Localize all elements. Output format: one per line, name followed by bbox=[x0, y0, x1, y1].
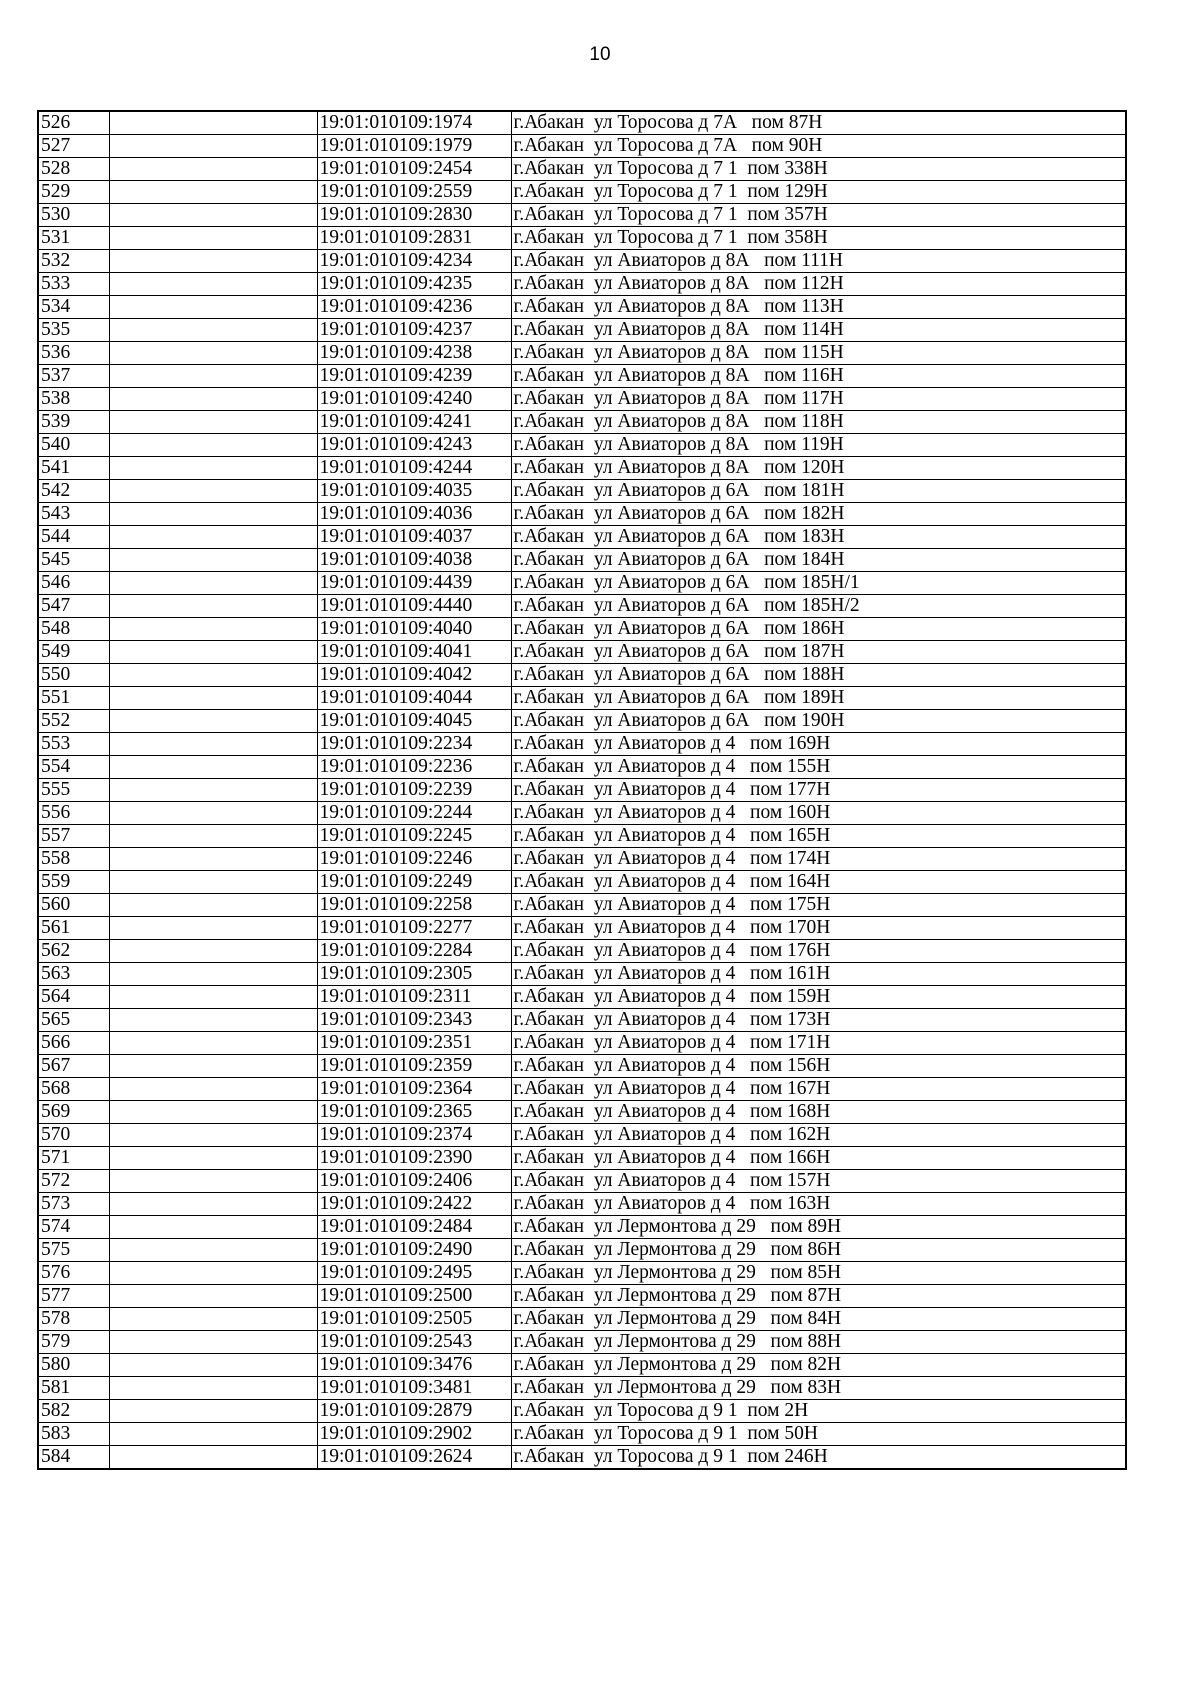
address-cell: г.Абакан ул Авиаторов д 4 пом 171Н bbox=[511, 1032, 1126, 1055]
row-number-cell: 552 bbox=[38, 710, 109, 733]
address-cell: г.Абакан ул Лермонтова д 29 пом 86Н bbox=[511, 1239, 1126, 1262]
cadastral-number-cell: 19:01:010109:2422 bbox=[317, 1193, 511, 1216]
table-row bbox=[38, 503, 1126, 526]
row-number-cell: 584 bbox=[38, 1446, 109, 1470]
cadastral-number-cell: 19:01:010109:4234 bbox=[317, 250, 511, 273]
empty-cell bbox=[109, 1170, 317, 1193]
row-number-cell: 543 bbox=[38, 503, 109, 526]
address-cell: г.Абакан ул Авиаторов д 8А пом 118Н bbox=[511, 411, 1126, 434]
empty-cell bbox=[109, 848, 317, 871]
cadastral-number-cell: 19:01:010109:4038 bbox=[317, 549, 511, 572]
table-row bbox=[38, 1147, 1126, 1170]
row-number-cell: 564 bbox=[38, 986, 109, 1009]
table-row bbox=[38, 825, 1126, 848]
cadastral-number-cell: 19:01:010109:2305 bbox=[317, 963, 511, 986]
empty-cell bbox=[109, 894, 317, 917]
table-row bbox=[38, 296, 1126, 319]
address-cell: г.Абакан ул Лермонтова д 29 пом 85Н bbox=[511, 1262, 1126, 1285]
address-cell: г.Абакан ул Авиаторов д 6А пом 188Н bbox=[511, 664, 1126, 687]
row-number-cell: 581 bbox=[38, 1377, 109, 1400]
table-row bbox=[38, 1193, 1126, 1216]
table-row bbox=[38, 1009, 1126, 1032]
table-row bbox=[38, 342, 1126, 365]
table-row bbox=[38, 710, 1126, 733]
address-cell: г.Абакан ул Торосова д 7 1 пом 358Н bbox=[511, 227, 1126, 250]
empty-cell bbox=[109, 296, 317, 319]
cadastral-number-cell: 19:01:010109:4040 bbox=[317, 618, 511, 641]
property-registry-table bbox=[37, 110, 1127, 1470]
empty-cell bbox=[109, 204, 317, 227]
empty-cell bbox=[109, 595, 317, 618]
cadastral-number-cell: 19:01:010109:2277 bbox=[317, 917, 511, 940]
address-cell: г.Абакан ул Лермонтова д 29 пом 83Н bbox=[511, 1377, 1126, 1400]
address-cell: г.Абакан ул Авиаторов д 4 пом 159Н bbox=[511, 986, 1126, 1009]
row-number-cell: 539 bbox=[38, 411, 109, 434]
empty-cell bbox=[109, 158, 317, 181]
cadastral-number-cell: 19:01:010109:2239 bbox=[317, 779, 511, 802]
cadastral-number-cell: 19:01:010109:2624 bbox=[317, 1446, 511, 1470]
empty-cell bbox=[109, 111, 317, 135]
cadastral-number-cell: 19:01:010109:2365 bbox=[317, 1101, 511, 1124]
row-number-cell: 569 bbox=[38, 1101, 109, 1124]
row-number-cell: 534 bbox=[38, 296, 109, 319]
empty-cell bbox=[109, 1147, 317, 1170]
address-cell: г.Абакан ул Лермонтова д 29 пом 88Н bbox=[511, 1331, 1126, 1354]
row-number-cell: 551 bbox=[38, 687, 109, 710]
empty-cell bbox=[109, 1354, 317, 1377]
empty-cell bbox=[109, 572, 317, 595]
empty-cell bbox=[109, 687, 317, 710]
empty-cell bbox=[109, 319, 317, 342]
empty-cell bbox=[109, 549, 317, 572]
row-number-cell: 577 bbox=[38, 1285, 109, 1308]
row-number-cell: 560 bbox=[38, 894, 109, 917]
table-row bbox=[38, 549, 1126, 572]
row-number-cell: 540 bbox=[38, 434, 109, 457]
empty-cell bbox=[109, 963, 317, 986]
address-cell: г.Абакан ул Торосова д 7 1 пом 357Н bbox=[511, 204, 1126, 227]
table-row bbox=[38, 204, 1126, 227]
address-cell: г.Абакан ул Авиаторов д 4 пом 156Н bbox=[511, 1055, 1126, 1078]
address-cell: г.Абакан ул Авиаторов д 4 пом 173Н bbox=[511, 1009, 1126, 1032]
row-number-cell: 568 bbox=[38, 1078, 109, 1101]
row-number-cell: 547 bbox=[38, 595, 109, 618]
row-number-cell: 528 bbox=[38, 158, 109, 181]
address-cell: г.Абакан ул Авиаторов д 6А пом 182Н bbox=[511, 503, 1126, 526]
table-row bbox=[38, 779, 1126, 802]
table-row bbox=[38, 871, 1126, 894]
table-row bbox=[38, 894, 1126, 917]
address-cell: г.Абакан ул Авиаторов д 4 пом 163Н bbox=[511, 1193, 1126, 1216]
empty-cell bbox=[109, 756, 317, 779]
address-cell: г.Абакан ул Авиаторов д 4 пом 170Н bbox=[511, 917, 1126, 940]
row-number-cell: 555 bbox=[38, 779, 109, 802]
row-number-cell: 563 bbox=[38, 963, 109, 986]
cadastral-number-cell: 19:01:010109:2236 bbox=[317, 756, 511, 779]
address-cell: г.Абакан ул Торосова д 9 1 пом 246Н bbox=[511, 1446, 1126, 1470]
row-number-cell: 537 bbox=[38, 365, 109, 388]
row-number-cell: 583 bbox=[38, 1423, 109, 1446]
empty-cell bbox=[109, 250, 317, 273]
cadastral-number-cell: 19:01:010109:4042 bbox=[317, 664, 511, 687]
address-cell: г.Абакан ул Авиаторов д 6А пом 190Н bbox=[511, 710, 1126, 733]
cadastral-number-cell: 19:01:010109:2454 bbox=[317, 158, 511, 181]
cadastral-number-cell: 19:01:010109:2390 bbox=[317, 1147, 511, 1170]
address-cell: г.Абакан ул Авиаторов д 4 пом 165Н bbox=[511, 825, 1126, 848]
row-number-cell: 538 bbox=[38, 388, 109, 411]
row-number-cell: 553 bbox=[38, 733, 109, 756]
address-cell: г.Абакан ул Авиаторов д 6А пом 186Н bbox=[511, 618, 1126, 641]
cadastral-number-cell: 19:01:010109:2831 bbox=[317, 227, 511, 250]
address-cell: г.Абакан ул Авиаторов д 8А пом 111Н bbox=[511, 250, 1126, 273]
cadastral-number-cell: 19:01:010109:2495 bbox=[317, 1262, 511, 1285]
empty-cell bbox=[109, 710, 317, 733]
row-number-cell: 566 bbox=[38, 1032, 109, 1055]
table-row bbox=[38, 641, 1126, 664]
empty-cell bbox=[109, 825, 317, 848]
row-number-cell: 570 bbox=[38, 1124, 109, 1147]
address-cell: г.Абакан ул Торосова д 9 1 пом 50Н bbox=[511, 1423, 1126, 1446]
cadastral-number-cell: 19:01:010109:2543 bbox=[317, 1331, 511, 1354]
row-number-cell: 550 bbox=[38, 664, 109, 687]
empty-cell bbox=[109, 1377, 317, 1400]
table-row bbox=[38, 250, 1126, 273]
address-cell: г.Абакан ул Авиаторов д 4 пом 175Н bbox=[511, 894, 1126, 917]
cadastral-number-cell: 19:01:010109:4235 bbox=[317, 273, 511, 296]
row-number-cell: 558 bbox=[38, 848, 109, 871]
table-row bbox=[38, 595, 1126, 618]
address-cell: г.Абакан ул Авиаторов д 6А пом 185Н/2 bbox=[511, 595, 1126, 618]
row-number-cell: 576 bbox=[38, 1262, 109, 1285]
cadastral-number-cell: 19:01:010109:4036 bbox=[317, 503, 511, 526]
row-number-cell: 531 bbox=[38, 227, 109, 250]
address-cell: г.Абакан ул Авиаторов д 4 пом 176Н bbox=[511, 940, 1126, 963]
address-cell: г.Абакан ул Авиаторов д 8А пом 120Н bbox=[511, 457, 1126, 480]
table-row bbox=[38, 1423, 1126, 1446]
cadastral-number-cell: 19:01:010109:4243 bbox=[317, 434, 511, 457]
cadastral-number-cell: 19:01:010109:2258 bbox=[317, 894, 511, 917]
row-number-cell: 554 bbox=[38, 756, 109, 779]
cadastral-number-cell: 19:01:010109:4440 bbox=[317, 595, 511, 618]
empty-cell bbox=[109, 940, 317, 963]
cadastral-number-cell: 19:01:010109:2484 bbox=[317, 1216, 511, 1239]
row-number-cell: 571 bbox=[38, 1147, 109, 1170]
cadastral-number-cell: 19:01:010109:4240 bbox=[317, 388, 511, 411]
cadastral-number-cell: 19:01:010109:2559 bbox=[317, 181, 511, 204]
table-row bbox=[38, 1032, 1126, 1055]
table-row bbox=[38, 848, 1126, 871]
cadastral-number-cell: 19:01:010109:4041 bbox=[317, 641, 511, 664]
cadastral-number-cell: 19:01:010109:4037 bbox=[317, 526, 511, 549]
empty-cell bbox=[109, 273, 317, 296]
address-cell: г.Абакан ул Авиаторов д 6А пом 189Н bbox=[511, 687, 1126, 710]
address-cell: г.Абакан ул Лермонтова д 29 пом 84Н bbox=[511, 1308, 1126, 1331]
empty-cell bbox=[109, 779, 317, 802]
row-number-cell: 561 bbox=[38, 917, 109, 940]
row-number-cell: 562 bbox=[38, 940, 109, 963]
row-number-cell: 548 bbox=[38, 618, 109, 641]
table-row bbox=[38, 1308, 1126, 1331]
empty-cell bbox=[109, 1262, 317, 1285]
address-cell: г.Абакан ул Авиаторов д 6А пом 181Н bbox=[511, 480, 1126, 503]
address-cell: г.Абакан ул Торосова д 7А пом 87Н bbox=[511, 111, 1126, 135]
cadastral-number-cell: 19:01:010109:2359 bbox=[317, 1055, 511, 1078]
table-row bbox=[38, 526, 1126, 549]
table-row bbox=[38, 227, 1126, 250]
cadastral-number-cell: 19:01:010109:2284 bbox=[317, 940, 511, 963]
table-row bbox=[38, 1285, 1126, 1308]
cadastral-number-cell: 19:01:010109:4244 bbox=[317, 457, 511, 480]
row-number-cell: 545 bbox=[38, 549, 109, 572]
table-row bbox=[38, 365, 1126, 388]
address-cell: г.Абакан ул Авиаторов д 4 пом 157Н bbox=[511, 1170, 1126, 1193]
table-row bbox=[38, 1239, 1126, 1262]
table-row bbox=[38, 572, 1126, 595]
row-number-cell: 579 bbox=[38, 1331, 109, 1354]
table-row bbox=[38, 1377, 1126, 1400]
table-row bbox=[38, 135, 1126, 158]
empty-cell bbox=[109, 1423, 317, 1446]
empty-cell bbox=[109, 1055, 317, 1078]
address-cell: г.Абакан ул Авиаторов д 6А пом 183Н bbox=[511, 526, 1126, 549]
empty-cell bbox=[109, 1078, 317, 1101]
table-row bbox=[38, 181, 1126, 204]
row-number-cell: 544 bbox=[38, 526, 109, 549]
table-row bbox=[38, 388, 1126, 411]
address-cell: г.Абакан ул Торосова д 7А пом 90Н bbox=[511, 135, 1126, 158]
empty-cell bbox=[109, 1308, 317, 1331]
cadastral-number-cell: 19:01:010109:4439 bbox=[317, 572, 511, 595]
empty-cell bbox=[109, 1216, 317, 1239]
address-cell: г.Абакан ул Авиаторов д 8А пом 116Н bbox=[511, 365, 1126, 388]
empty-cell bbox=[109, 388, 317, 411]
empty-cell bbox=[109, 526, 317, 549]
table-row bbox=[38, 1101, 1126, 1124]
empty-cell bbox=[109, 434, 317, 457]
empty-cell bbox=[109, 871, 317, 894]
address-cell: г.Абакан ул Авиаторов д 4 пом 167Н bbox=[511, 1078, 1126, 1101]
address-cell: г.Абакан ул Торосова д 7 1 пом 338Н bbox=[511, 158, 1126, 181]
cadastral-number-cell: 19:01:010109:4045 bbox=[317, 710, 511, 733]
table-row bbox=[38, 1078, 1126, 1101]
cadastral-number-cell: 19:01:010109:2374 bbox=[317, 1124, 511, 1147]
row-number-cell: 565 bbox=[38, 1009, 109, 1032]
empty-cell bbox=[109, 1124, 317, 1147]
cadastral-number-cell: 19:01:010109:4044 bbox=[317, 687, 511, 710]
empty-cell bbox=[109, 480, 317, 503]
cadastral-number-cell: 19:01:010109:1979 bbox=[317, 135, 511, 158]
row-number-cell: 578 bbox=[38, 1308, 109, 1331]
row-number-cell: 574 bbox=[38, 1216, 109, 1239]
address-cell: г.Абакан ул Авиаторов д 4 пом 168Н bbox=[511, 1101, 1126, 1124]
row-number-cell: 567 bbox=[38, 1055, 109, 1078]
empty-cell bbox=[109, 986, 317, 1009]
address-cell: г.Абакан ул Торосова д 9 1 пом 2Н bbox=[511, 1400, 1126, 1423]
cadastral-number-cell: 19:01:010109:2500 bbox=[317, 1285, 511, 1308]
row-number-cell: 527 bbox=[38, 135, 109, 158]
empty-cell bbox=[109, 1285, 317, 1308]
cadastral-number-cell: 19:01:010109:2234 bbox=[317, 733, 511, 756]
table-row bbox=[38, 1124, 1126, 1147]
address-cell: г.Абакан ул Авиаторов д 8А пом 119Н bbox=[511, 434, 1126, 457]
row-number-cell: 572 bbox=[38, 1170, 109, 1193]
empty-cell bbox=[109, 135, 317, 158]
empty-cell bbox=[109, 342, 317, 365]
table-row bbox=[38, 802, 1126, 825]
empty-cell bbox=[109, 1446, 317, 1470]
table-row bbox=[38, 111, 1126, 135]
cadastral-number-cell: 19:01:010109:2406 bbox=[317, 1170, 511, 1193]
table-row bbox=[38, 158, 1126, 181]
address-cell: г.Абакан ул Лермонтова д 29 пом 82Н bbox=[511, 1354, 1126, 1377]
cadastral-number-cell: 19:01:010109:1974 bbox=[317, 111, 511, 135]
table-row bbox=[38, 733, 1126, 756]
empty-cell bbox=[109, 1101, 317, 1124]
row-number-cell: 573 bbox=[38, 1193, 109, 1216]
empty-cell bbox=[109, 1331, 317, 1354]
empty-cell bbox=[109, 1032, 317, 1055]
cadastral-number-cell: 19:01:010109:2245 bbox=[317, 825, 511, 848]
table-row bbox=[38, 1354, 1126, 1377]
row-number-cell: 541 bbox=[38, 457, 109, 480]
cadastral-number-cell: 19:01:010109:2351 bbox=[317, 1032, 511, 1055]
address-cell: г.Абакан ул Авиаторов д 4 пом 177Н bbox=[511, 779, 1126, 802]
address-cell: г.Абакан ул Авиаторов д 4 пом 164Н bbox=[511, 871, 1126, 894]
table-row bbox=[38, 687, 1126, 710]
address-cell: г.Абакан ул Авиаторов д 4 пом 160Н bbox=[511, 802, 1126, 825]
empty-cell bbox=[109, 411, 317, 434]
table-row bbox=[38, 457, 1126, 480]
cadastral-number-cell: 19:01:010109:2902 bbox=[317, 1423, 511, 1446]
empty-cell bbox=[109, 618, 317, 641]
address-cell: г.Абакан ул Авиаторов д 4 пом 162Н bbox=[511, 1124, 1126, 1147]
cadastral-number-cell: 19:01:010109:2249 bbox=[317, 871, 511, 894]
empty-cell bbox=[109, 227, 317, 250]
table-row bbox=[38, 411, 1126, 434]
row-number-cell: 549 bbox=[38, 641, 109, 664]
row-number-cell: 536 bbox=[38, 342, 109, 365]
row-number-cell: 530 bbox=[38, 204, 109, 227]
address-cell: г.Абакан ул Авиаторов д 8А пом 113Н bbox=[511, 296, 1126, 319]
row-number-cell: 535 bbox=[38, 319, 109, 342]
address-cell: г.Абакан ул Лермонтова д 29 пом 89Н bbox=[511, 1216, 1126, 1239]
table-row bbox=[38, 940, 1126, 963]
table-row bbox=[38, 917, 1126, 940]
empty-cell bbox=[109, 917, 317, 940]
cadastral-number-cell: 19:01:010109:3476 bbox=[317, 1354, 511, 1377]
cadastral-number-cell: 19:01:010109:2490 bbox=[317, 1239, 511, 1262]
empty-cell bbox=[109, 1193, 317, 1216]
cadastral-number-cell: 19:01:010109:4241 bbox=[317, 411, 511, 434]
empty-cell bbox=[109, 641, 317, 664]
table-row bbox=[38, 1262, 1126, 1285]
address-cell: г.Абакан ул Авиаторов д 6А пом 185Н/1 bbox=[511, 572, 1126, 595]
table-row bbox=[38, 986, 1126, 1009]
row-number-cell: 526 bbox=[38, 111, 109, 135]
address-cell: г.Абакан ул Авиаторов д 8А пом 117Н bbox=[511, 388, 1126, 411]
empty-cell bbox=[109, 664, 317, 687]
row-number-cell: 529 bbox=[38, 181, 109, 204]
address-cell: г.Абакан ул Авиаторов д 8А пом 115Н bbox=[511, 342, 1126, 365]
address-cell: г.Абакан ул Торосова д 7 1 пом 129Н bbox=[511, 181, 1126, 204]
row-number-cell: 546 bbox=[38, 572, 109, 595]
table-row bbox=[38, 319, 1126, 342]
registry-table-body bbox=[38, 111, 1126, 1469]
table-row bbox=[38, 1170, 1126, 1193]
address-cell: г.Абакан ул Авиаторов д 8А пом 114Н bbox=[511, 319, 1126, 342]
table-row bbox=[38, 1331, 1126, 1354]
cadastral-number-cell: 19:01:010109:3481 bbox=[317, 1377, 511, 1400]
cadastral-number-cell: 19:01:010109:2364 bbox=[317, 1078, 511, 1101]
row-number-cell: 557 bbox=[38, 825, 109, 848]
empty-cell bbox=[109, 1009, 317, 1032]
table-row bbox=[38, 1400, 1126, 1423]
row-number-cell: 542 bbox=[38, 480, 109, 503]
empty-cell bbox=[109, 733, 317, 756]
cadastral-number-cell: 19:01:010109:2505 bbox=[317, 1308, 511, 1331]
table-row bbox=[38, 664, 1126, 687]
cadastral-number-cell: 19:01:010109:2244 bbox=[317, 802, 511, 825]
cadastral-number-cell: 19:01:010109:4237 bbox=[317, 319, 511, 342]
empty-cell bbox=[109, 802, 317, 825]
address-cell: г.Абакан ул Авиаторов д 4 пом 155Н bbox=[511, 756, 1126, 779]
table-row bbox=[38, 963, 1126, 986]
address-cell: г.Абакан ул Авиаторов д 4 пом 161Н bbox=[511, 963, 1126, 986]
cadastral-number-cell: 19:01:010109:4236 bbox=[317, 296, 511, 319]
table-row bbox=[38, 1216, 1126, 1239]
table-row bbox=[38, 618, 1126, 641]
empty-cell bbox=[109, 365, 317, 388]
row-number-cell: 533 bbox=[38, 273, 109, 296]
cadastral-number-cell: 19:01:010109:2343 bbox=[317, 1009, 511, 1032]
address-cell: г.Абакан ул Лермонтова д 29 пом 87Н bbox=[511, 1285, 1126, 1308]
empty-cell bbox=[109, 1239, 317, 1262]
address-cell: г.Абакан ул Авиаторов д 4 пом 174Н bbox=[511, 848, 1126, 871]
page-number: 10 bbox=[589, 44, 611, 65]
cadastral-number-cell: 19:01:010109:4239 bbox=[317, 365, 511, 388]
address-cell: г.Абакан ул Авиаторов д 6А пом 187Н bbox=[511, 641, 1126, 664]
empty-cell bbox=[109, 457, 317, 480]
empty-cell bbox=[109, 181, 317, 204]
cadastral-number-cell: 19:01:010109:2246 bbox=[317, 848, 511, 871]
row-number-cell: 556 bbox=[38, 802, 109, 825]
address-cell: г.Абакан ул Авиаторов д 6А пом 184Н bbox=[511, 549, 1126, 572]
cadastral-number-cell: 19:01:010109:2830 bbox=[317, 204, 511, 227]
table-row bbox=[38, 273, 1126, 296]
row-number-cell: 575 bbox=[38, 1239, 109, 1262]
table-row bbox=[38, 1446, 1126, 1470]
cadastral-number-cell: 19:01:010109:4035 bbox=[317, 480, 511, 503]
cadastral-number-cell: 19:01:010109:2879 bbox=[317, 1400, 511, 1423]
address-cell: г.Абакан ул Авиаторов д 4 пом 169Н bbox=[511, 733, 1126, 756]
table-row bbox=[38, 480, 1126, 503]
cadastral-number-cell: 19:01:010109:4238 bbox=[317, 342, 511, 365]
row-number-cell: 532 bbox=[38, 250, 109, 273]
empty-cell bbox=[109, 503, 317, 526]
table-row bbox=[38, 756, 1126, 779]
row-number-cell: 559 bbox=[38, 871, 109, 894]
cadastral-number-cell: 19:01:010109:2311 bbox=[317, 986, 511, 1009]
address-cell: г.Абакан ул Авиаторов д 8А пом 112Н bbox=[511, 273, 1126, 296]
row-number-cell: 580 bbox=[38, 1354, 109, 1377]
address-cell: г.Абакан ул Авиаторов д 4 пом 166Н bbox=[511, 1147, 1126, 1170]
row-number-cell: 582 bbox=[38, 1400, 109, 1423]
empty-cell bbox=[109, 1400, 317, 1423]
table-row bbox=[38, 434, 1126, 457]
table-row bbox=[38, 1055, 1126, 1078]
